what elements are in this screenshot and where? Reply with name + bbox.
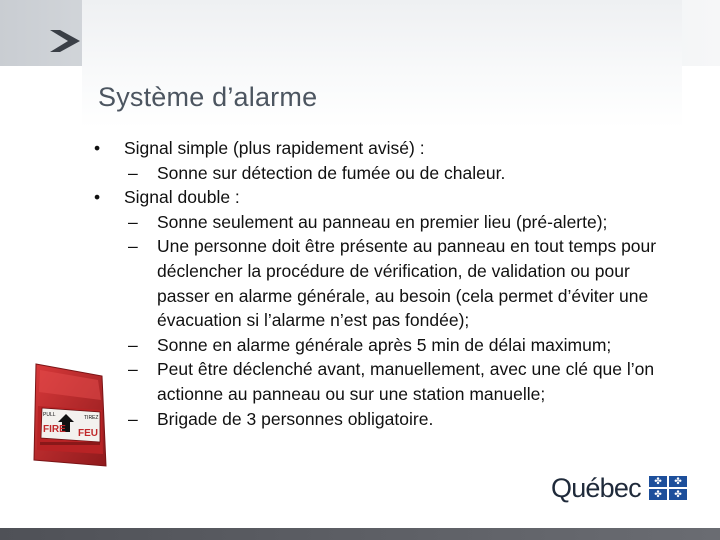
- list-item-text: Signal double :: [124, 187, 240, 208]
- bullet-marker: •: [94, 138, 101, 158]
- fire-alarm-pull-station-image: [30, 362, 110, 470]
- alarm-feu-text: FEU: [78, 428, 98, 439]
- list-item-text: Sonne sur détection de fumée ou de chaleur.: [157, 162, 506, 183]
- alarm-pull-text: PULL: [43, 412, 56, 418]
- bullet-list: [90, 136, 690, 431]
- list-item-text: Sonne seulement au panneau en premier lieu (pré-alerte);: [157, 211, 608, 232]
- list-item: [90, 136, 690, 161]
- list-item: [90, 185, 690, 210]
- list-item-text: Une personne doit être présente au panneau en tout temps pour déclencher la procédure de vérification, de validation ou pour passer en alarme générale, au besoin (cela permet d’éviter une évacuation si l’alarme n’est pas fondée);: [157, 236, 657, 331]
- list-item-text: Brigade de 3 personnes obligatoire.: [157, 408, 434, 429]
- list-item: [90, 357, 687, 406]
- dash-marker: –: [128, 334, 138, 355]
- quebec-wordmark: Québec: [551, 473, 641, 503]
- footer-band: [0, 528, 720, 540]
- dash-marker: –: [128, 211, 138, 232]
- alarm-fire-text: FIRE: [43, 424, 66, 435]
- dash-marker: –: [128, 236, 138, 257]
- dash-marker: –: [128, 162, 138, 183]
- list-item: [90, 210, 690, 235]
- list-item: [90, 333, 690, 358]
- slide-title: Système d’alarme: [98, 82, 318, 112]
- chevron-right-icon: [48, 28, 82, 54]
- list-item-text: Signal simple (plus rapidement avisé) :: [124, 138, 425, 158]
- list-item-text: Peut être déclenché avant, manuellement, avec une clé que l’on actionne au panneau ou sur une station manuelle;: [157, 359, 655, 404]
- list-item: [90, 161, 690, 186]
- list-item-text: Sonne en alarme générale après 5 min de délai maximum;: [157, 334, 612, 355]
- dash-marker: –: [128, 408, 138, 429]
- list-item: [90, 407, 690, 432]
- bullet-marker: •: [94, 187, 101, 208]
- quebec-flag-icon: ✤ ✤ ✤ ✤: [649, 476, 687, 500]
- dash-marker: –: [128, 359, 138, 380]
- list-item: [90, 234, 687, 332]
- quebec-logo: [551, 472, 691, 506]
- alarm-tirez-text: TIREZ: [84, 415, 99, 421]
